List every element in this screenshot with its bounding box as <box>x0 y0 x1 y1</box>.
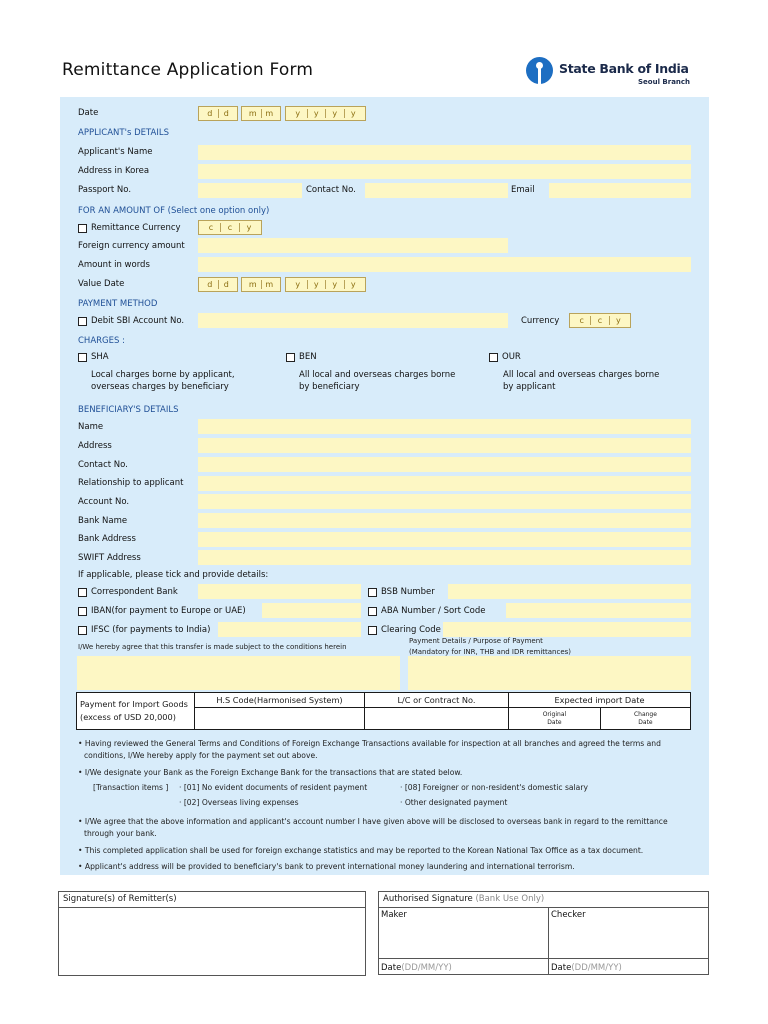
aba-option[interactable]: ABA Number / Sort Code <box>368 606 485 616</box>
correspondent-option[interactable]: Correspondent Bank <box>78 587 178 597</box>
relationship-label: Relationship to applicant <box>78 478 184 488</box>
account-no-label: Account No. <box>78 497 130 507</box>
sig-divider <box>548 907 549 975</box>
bank-name: State Bank of India <box>559 61 689 76</box>
address-korea-field[interactable] <box>198 164 691 179</box>
debit-account-field[interactable] <box>198 313 508 328</box>
authorised-signature-label: Authorised Signature (Bank Use Only) <box>379 892 708 908</box>
clearing-field[interactable] <box>443 622 691 637</box>
bsb-checkbox[interactable] <box>368 588 377 597</box>
bsb-option[interactable]: BSB Number <box>368 587 435 597</box>
iban-option[interactable]: IBAN(for payment to Europe or UAE) <box>78 606 246 616</box>
ifsc-checkbox[interactable] <box>78 626 87 635</box>
amount-section-heading: FOR AN AMOUNT OF (Select one option only) <box>78 206 270 216</box>
hs-code-cell[interactable] <box>195 708 365 730</box>
purpose-field[interactable] <box>408 656 691 690</box>
beneficiary-contact-label: Contact No. <box>78 460 128 470</box>
remittance-currency-option[interactable]: Remittance Currency <box>78 223 181 233</box>
applicant-section-heading: APPLICANT's DETAILS <box>78 128 169 138</box>
bank-name-field[interactable] <box>198 513 691 528</box>
value-date-month-field[interactable]: m m <box>241 277 281 292</box>
aba-field[interactable] <box>506 603 691 618</box>
maker-label: Maker <box>381 910 407 920</box>
beneficiary-address-label: Address <box>78 441 112 451</box>
currency-label: Currency <box>521 316 560 326</box>
remittance-currency-code-field[interactable]: c c y <box>198 220 262 235</box>
email-label: Email <box>511 185 535 195</box>
ifsc-field[interactable] <box>218 622 361 637</box>
iban-checkbox[interactable] <box>78 607 87 616</box>
debit-account-option[interactable]: Debit SBI Account No. <box>78 316 184 326</box>
maker-date-label[interactable]: Date (DD/MM/YY) <box>381 963 452 973</box>
sha-desc-line2: overseas charges by beneficiary <box>91 382 229 392</box>
sha-checkbox[interactable] <box>78 353 87 362</box>
transaction-item-02: · [02] Overseas living expenses <box>179 798 299 807</box>
bank-address-label: Bank Address <box>78 534 136 544</box>
date-label: Date <box>78 108 99 118</box>
beneficiary-contact-field[interactable] <box>198 457 691 472</box>
bsb-field[interactable] <box>448 584 691 599</box>
transfer-agreement-text: I/We hereby agree that this transfer is made subject to the conditions herein <box>78 643 347 651</box>
our-desc-line1: All local and overseas charges borne <box>503 370 660 380</box>
amount-words-label: Amount in words <box>78 260 150 270</box>
beneficiary-section-heading: BENEFICIARY'S DETAILS <box>78 405 179 415</box>
foreign-amount-field[interactable] <box>198 238 508 253</box>
lc-contract-header: L/C or Contract No. <box>365 693 509 708</box>
note-aml: • Applicant's address will be provided to beneficiary's bank to prevent international money laundering and international terrorism. <box>78 862 575 871</box>
account-no-field[interactable] <box>198 494 691 509</box>
swift-field[interactable] <box>198 550 691 565</box>
purpose-note: (Mandatory for INR, THB and IDR remittances) <box>409 648 572 656</box>
note-statistics: • This completed application shall be used for foreign exchange statistics and may be reported to the Korean National Tax Office as a tax document. <box>78 846 644 855</box>
note-terms: • Having reviewed the General Terms and Conditions of Foreign Exchange Transactions available for inspection at all branches and agreed the terms and conditions, I/We hereby apply for the payment set out above. <box>78 739 661 760</box>
amount-words-field[interactable] <box>198 257 691 272</box>
clearing-option[interactable]: Clearing Code <box>368 625 441 635</box>
date-year-field[interactable]: y y y y <box>285 106 366 121</box>
passport-label: Passport No. <box>78 185 132 195</box>
charges-section-heading: CHARGES : <box>78 336 125 346</box>
agreement-field[interactable] <box>77 656 400 690</box>
debit-account-checkbox[interactable] <box>78 317 87 326</box>
remitter-signature-label: Signature(s) of Remitter(s) <box>59 892 365 908</box>
change-date-cell[interactable]: Change Date <box>600 708 690 730</box>
charges-ben-option[interactable]: BEN <box>286 352 317 362</box>
beneficiary-name-label: Name <box>78 422 104 432</box>
remittance-currency-checkbox[interactable] <box>78 224 87 233</box>
value-date-label: Value Date <box>78 279 125 289</box>
note-disclosure: • I/We agree that the above information and applicant's account number I have given above will be disclosed to overseas bank in regard to the remittance through your bank. <box>78 817 668 838</box>
correspondent-field[interactable] <box>198 584 361 599</box>
ben-checkbox[interactable] <box>286 353 295 362</box>
debit-currency-field[interactable]: c c y <box>569 313 631 328</box>
email-field[interactable] <box>549 183 691 198</box>
iban-field[interactable] <box>262 603 361 618</box>
contact-label: Contact No. <box>306 185 356 195</box>
beneficiary-address-field[interactable] <box>198 438 691 453</box>
ifsc-option[interactable]: IFSC (for payments to India) <box>78 625 210 635</box>
original-date-cell[interactable]: Original Date <box>509 708 601 730</box>
swift-label: SWIFT Address <box>78 553 141 563</box>
correspondent-checkbox[interactable] <box>78 588 87 597</box>
bank-name-label: Bank Name <box>78 516 128 526</box>
transaction-items-label: [Transaction items ] <box>93 783 169 792</box>
hs-code-header: H.S Code(Harmonised System) <box>195 693 365 708</box>
sig-date-divider <box>378 958 709 959</box>
contact-field[interactable] <box>365 183 508 198</box>
import-goods-label: Payment for Import Goods (excess of USD 20,000) <box>77 693 195 730</box>
value-date-day-field[interactable]: d d <box>198 277 238 292</box>
charges-sha-option[interactable]: SHA <box>78 352 109 362</box>
date-day-field[interactable]: d d <box>198 106 238 121</box>
expected-import-header: Expected import Date <box>509 693 691 708</box>
branch-name: Seoul Branch <box>638 78 691 86</box>
payment-section-heading: PAYMENT METHOD <box>78 299 158 309</box>
applicant-name-label: Applicant's Name <box>78 147 153 157</box>
checker-label: Checker <box>551 910 586 920</box>
transaction-item-01: · [01] No evident documents of resident payment <box>179 783 368 792</box>
ben-desc-line2: by beneficiary <box>299 382 360 392</box>
clearing-checkbox[interactable] <box>368 626 377 635</box>
date-month-field[interactable]: m m <box>241 106 281 121</box>
sha-desc-line1: Local charges borne by applicant, <box>91 370 235 380</box>
note-designate: • I/We designate your Bank as the Foreign Exchange Bank for the transactions that are stated below. <box>78 768 463 777</box>
import-goods-table <box>76 692 691 730</box>
ben-desc-line1: All local and overseas charges borne <box>299 370 456 380</box>
our-checkbox[interactable] <box>489 353 498 362</box>
transaction-item-08: · [08] Foreigner or non-resident's domestic salary <box>400 783 588 792</box>
value-date-year-field[interactable]: y y y y <box>285 277 366 292</box>
our-desc-line2: by applicant <box>503 382 556 392</box>
bank-address-field[interactable] <box>198 532 691 547</box>
bank-logo <box>526 57 698 91</box>
checker-date-label[interactable]: Date (DD/MM/YY) <box>551 963 622 973</box>
applicable-note: If applicable, please tick and provide details: <box>78 570 269 580</box>
address-korea-label: Address in Korea <box>78 166 150 176</box>
charges-our-option[interactable]: OUR <box>489 352 521 362</box>
purpose-label: Payment Details / Purpose of Payment <box>409 637 543 645</box>
form-title: Remittance Application Form <box>62 60 314 80</box>
lc-contract-cell[interactable] <box>365 708 509 730</box>
beneficiary-name-field[interactable] <box>198 419 691 434</box>
aba-checkbox[interactable] <box>368 607 377 616</box>
foreign-amount-label: Foreign currency amount <box>78 241 185 251</box>
transaction-item-other: · Other designated payment <box>400 798 508 807</box>
remitter-signature-box[interactable] <box>58 891 366 976</box>
passport-field[interactable] <box>198 183 302 198</box>
applicant-name-field[interactable] <box>198 145 691 160</box>
relationship-field[interactable] <box>198 476 691 491</box>
